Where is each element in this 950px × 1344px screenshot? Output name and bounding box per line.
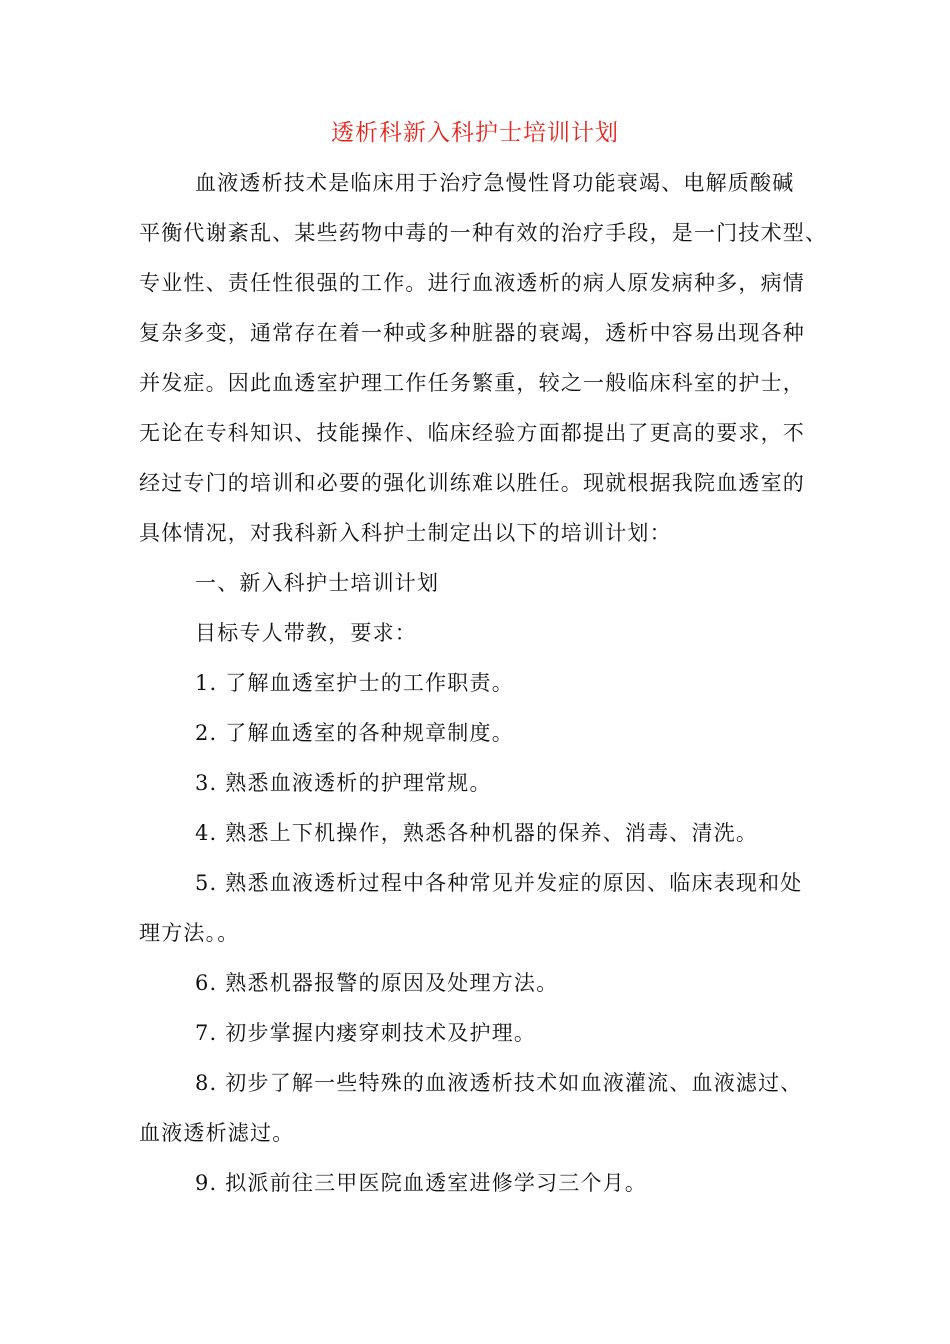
text-line: 2. 了解血透室的各种规章制度。 (195, 721, 514, 745)
list-item (139, 958, 829, 1008)
text-line: 血液透析技术是临床用于治疗急慢性肾功能衰竭、电解质酸碱 (195, 171, 795, 195)
text-line: 血液透析滤过。 (139, 1121, 295, 1145)
text-line: 专业性、责任性很强的工作。进行血液透析的病人原发病种多，病情 (139, 271, 805, 295)
text-line: 8. 初步了解一些特殊的血液透析技术如血液灌流、血液滤过、 (195, 1071, 803, 1095)
text-line: 4. 熟悉上下机操作，熟悉各种机器的保养、消毒、清洗。 (195, 821, 759, 845)
text-line: 经过专门的培训和必要的强化训练难以胜任。现就根据我院血透室的 (139, 471, 805, 495)
list-item (139, 758, 829, 808)
text-line: 5. 熟悉血液透析过程中各种常见并发症的原因、临床表现和处 (195, 871, 803, 895)
list-item (139, 1158, 829, 1208)
text-line: 并发症。因此血透室护理工作任务繁重，较之一般临床科室的护士， (139, 371, 805, 395)
document-body (139, 158, 829, 1208)
text-line: 7. 初步掌握内瘘穿刺技术及护理。 (195, 1021, 537, 1045)
text-line: 6. 熟悉机器报警的原因及处理方法。 (195, 971, 559, 995)
section-heading (139, 558, 829, 608)
requirements-intro (139, 608, 829, 658)
list-item (139, 1058, 829, 1158)
list-item (139, 858, 829, 958)
text-line: 3. 熟悉血液透析的护理常规。 (195, 771, 492, 795)
list-item (139, 808, 829, 858)
text-line: 理方法。。 (139, 921, 240, 945)
list-item (139, 1008, 829, 1058)
list-item (139, 708, 829, 758)
document-title: 透析科新入科护士培训计划 (331, 120, 619, 146)
text-line: 1. 了解血透室护士的工作职责。 (195, 671, 514, 695)
text-line: 无论在专科知识、技能操作、临床经验方面都提出了更高的要求，不 (139, 421, 805, 445)
intro-paragraph (139, 158, 829, 558)
text-line: 平衡代谢紊乱、某些药物中毒的一种有效的治疗手段，是一门技术型、 (139, 221, 828, 245)
text-line: 具体情况，对我科新入科护士制定出以下的培训计划： (139, 521, 672, 545)
text-line: 目标专人带教，要求： (195, 621, 417, 645)
text-line: 9. 拟派前往三甲医院血透室进修学习三个月。 (195, 1171, 648, 1195)
text-line: 复杂多变，通常存在着一种或多种脏器的衰竭，透析中容易出现各种 (139, 321, 805, 345)
list-item (139, 658, 829, 708)
text-line: 一、新入科护士培训计划 (195, 571, 440, 595)
